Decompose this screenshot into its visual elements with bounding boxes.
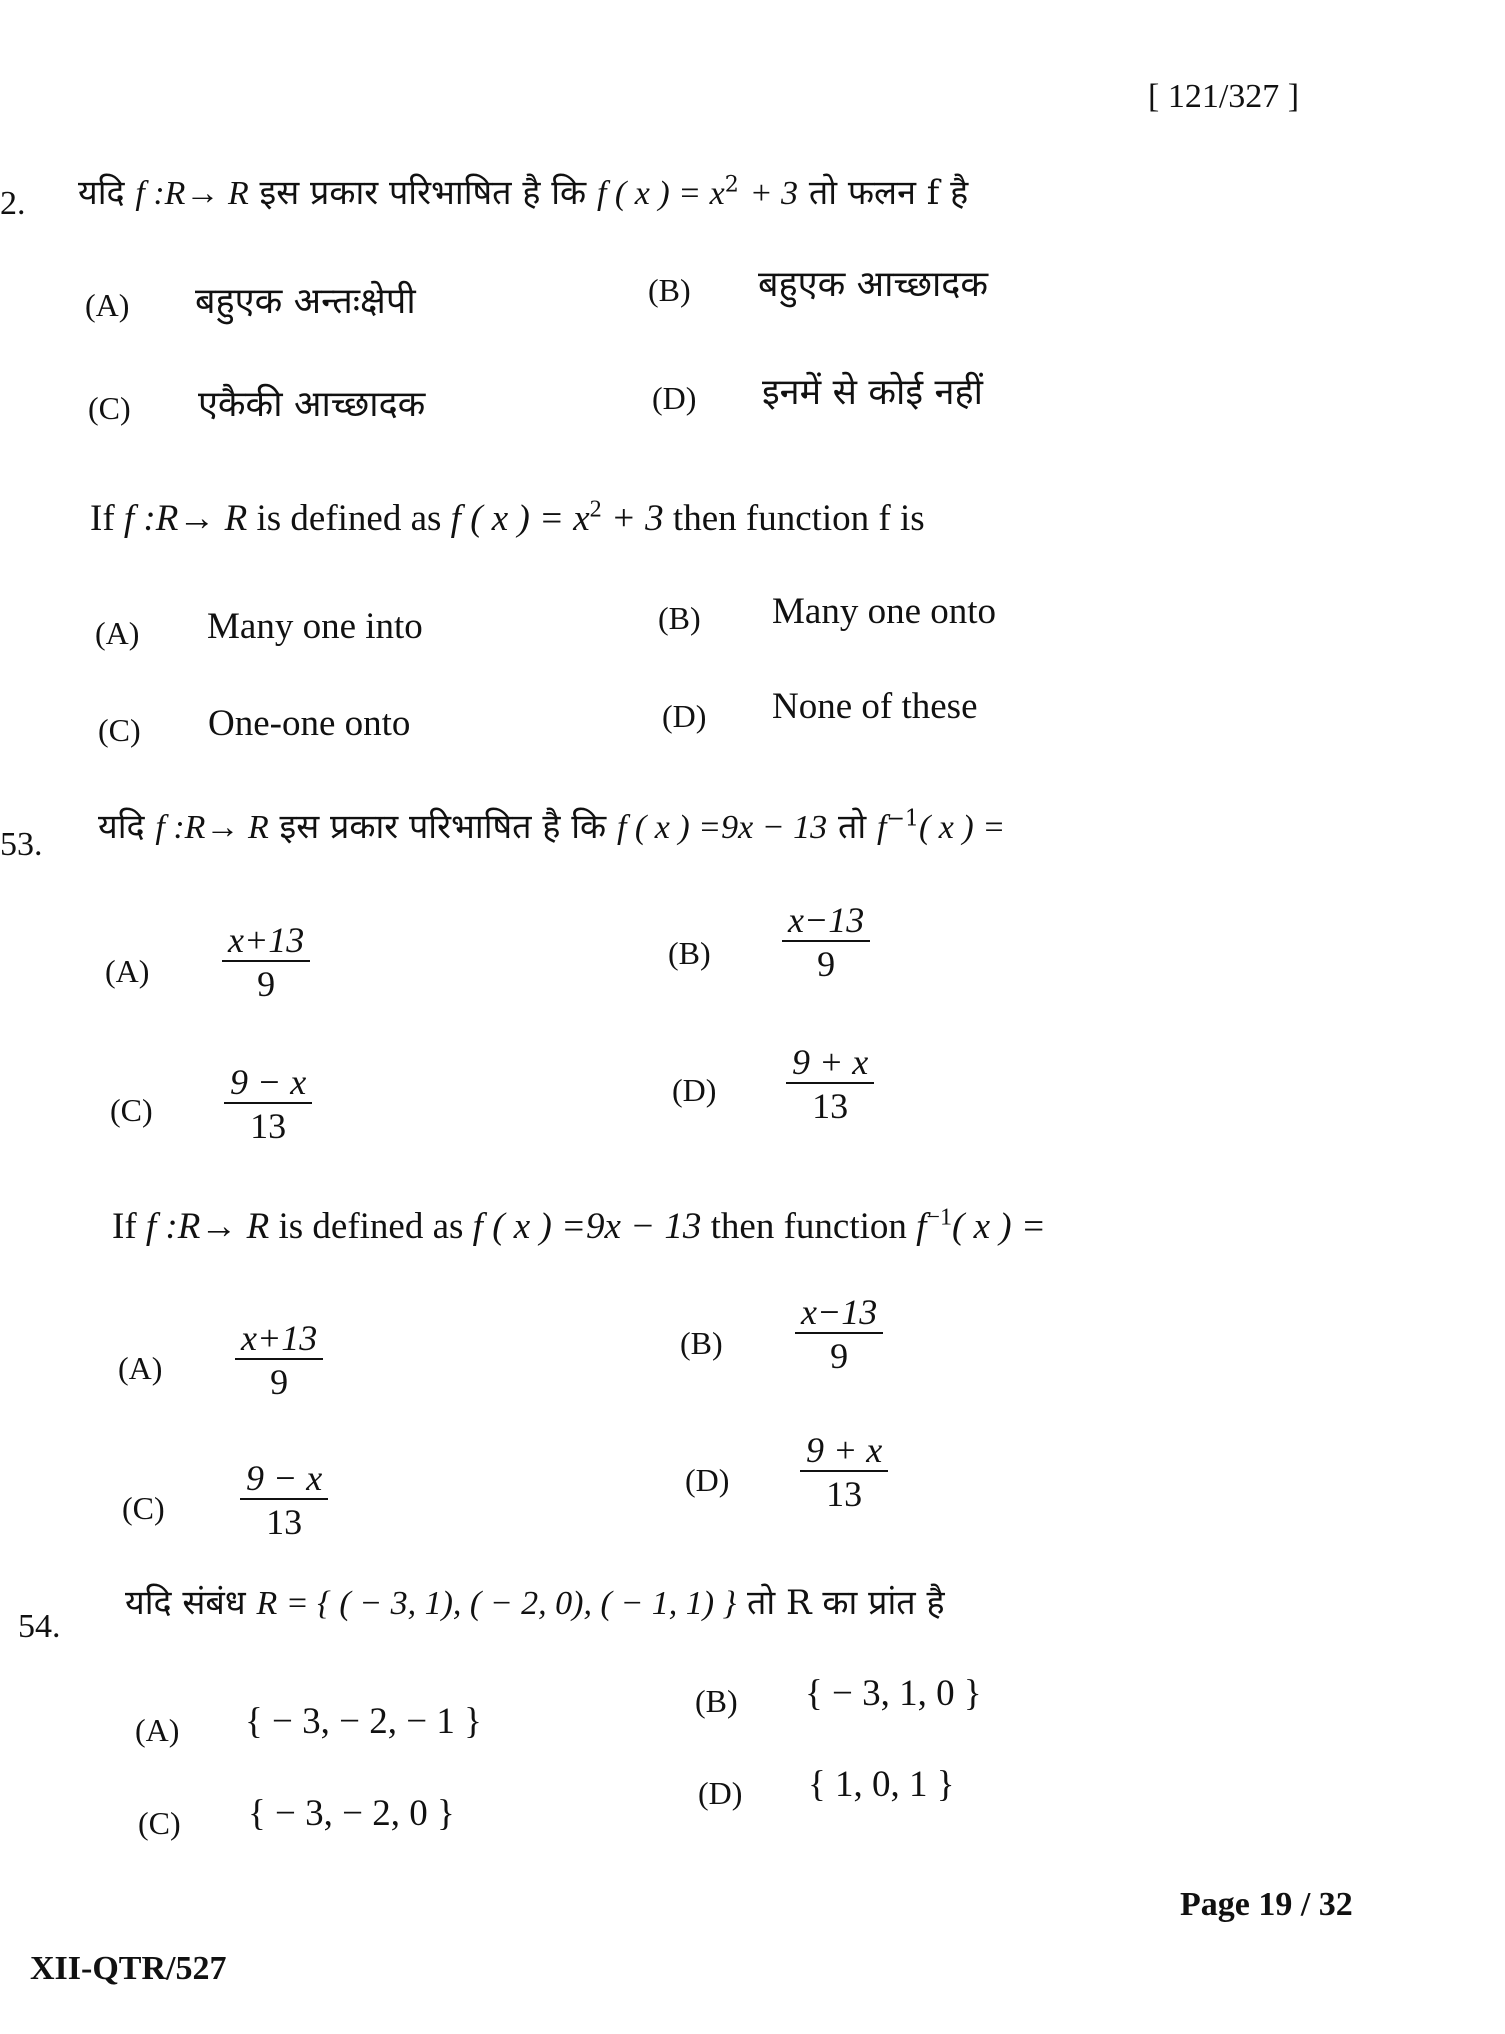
option-fraction: $\frac{9 + x}{13}$ — [786, 1044, 874, 1124]
option-label: (D) — [698, 1775, 743, 1811]
option-label: (C) — [98, 712, 141, 748]
option-text: एकैकी आच्छादक — [198, 384, 426, 425]
option-label: (D) — [672, 1072, 717, 1108]
question-52-hindi: यदि f :R→ R इस प्रकार परिभाषित है कि f ( x ) = $x^2 + 3$ तो फलन f है — [78, 171, 969, 213]
option-label: (B) — [668, 935, 711, 971]
option-label: (C) — [122, 1490, 165, 1526]
option-text: बहुएक आच्छादक — [758, 264, 989, 305]
option-label: (D) — [685, 1462, 730, 1498]
option-fraction: $\frac{9 - x}{13}$ — [224, 1064, 312, 1144]
question-54-hindi: यदि संबंध R = { ( − 3, 1), ( − 2, 0), ( − 1, 1) } तो R का प्रांत है — [125, 1583, 945, 1623]
option-label: (C) — [88, 390, 131, 426]
option-text: { 1, 0, 1 } — [808, 1764, 955, 1805]
question-number: 54. — [18, 1608, 61, 1645]
option-label: (B) — [695, 1683, 738, 1719]
option-text: { − 3, 1, 0 } — [805, 1673, 982, 1714]
option-fraction: $\frac{x-13}{9}$ — [782, 902, 870, 982]
option-label: (C) — [138, 1805, 181, 1841]
option-text: इनमें से कोई नहीं — [762, 372, 983, 413]
option-label: (B) — [658, 600, 701, 636]
option-fraction: $\frac{x+13}{9}$ — [235, 1320, 323, 1400]
option-fraction: $\frac{9 - x}{13}$ — [240, 1460, 328, 1540]
option-text: बहुएक अन्तःक्षेपी — [195, 281, 416, 322]
question-53-hindi: यदि f :R→ R इस प्रकार परिभाषित है कि f ( x ) =9x − 13 तो $f^{-1}$( x ) = — [98, 805, 1006, 847]
option-label: (A) — [118, 1350, 163, 1386]
option-text: Many one into — [207, 606, 423, 647]
option-text: { − 3, − 2, − 1 } — [245, 1701, 482, 1742]
option-label: (A) — [135, 1712, 180, 1748]
page-number: Page 19 / 32 — [1180, 1886, 1353, 1923]
option-fraction: $\frac{x+13}{9}$ — [222, 922, 310, 1002]
exam-code: XII-QTR/527 — [30, 1950, 227, 1987]
question-52-english: If f :R→ R is defined as f ( x ) = $x^2 + 3$ then function f is — [90, 496, 925, 539]
option-label: (B) — [648, 272, 691, 308]
question-number: 53. — [0, 826, 43, 863]
question-number: 2. — [0, 185, 26, 222]
option-text: { − 3, − 2, 0 } — [248, 1793, 455, 1834]
option-fraction: $\frac{x-13}{9}$ — [795, 1294, 883, 1374]
option-label: (B) — [680, 1325, 723, 1361]
option-label: (A) — [105, 953, 150, 989]
option-label: (A) — [85, 287, 130, 323]
option-text: One-one onto — [208, 703, 411, 744]
option-fraction: $\frac{9 + x}{13}$ — [800, 1432, 888, 1512]
option-text: None of these — [772, 686, 978, 727]
option-label: (A) — [95, 615, 140, 651]
question-53-english: If f :R→ R is defined as f ( x ) =9x − 13 then function $f^{-1}$( x ) = — [112, 1204, 1046, 1247]
paper-code: [ 121/327 ] — [1148, 78, 1300, 115]
option-label: (C) — [110, 1092, 153, 1128]
option-text: Many one onto — [772, 591, 997, 632]
option-label: (D) — [662, 698, 707, 734]
option-label: (D) — [652, 380, 697, 416]
